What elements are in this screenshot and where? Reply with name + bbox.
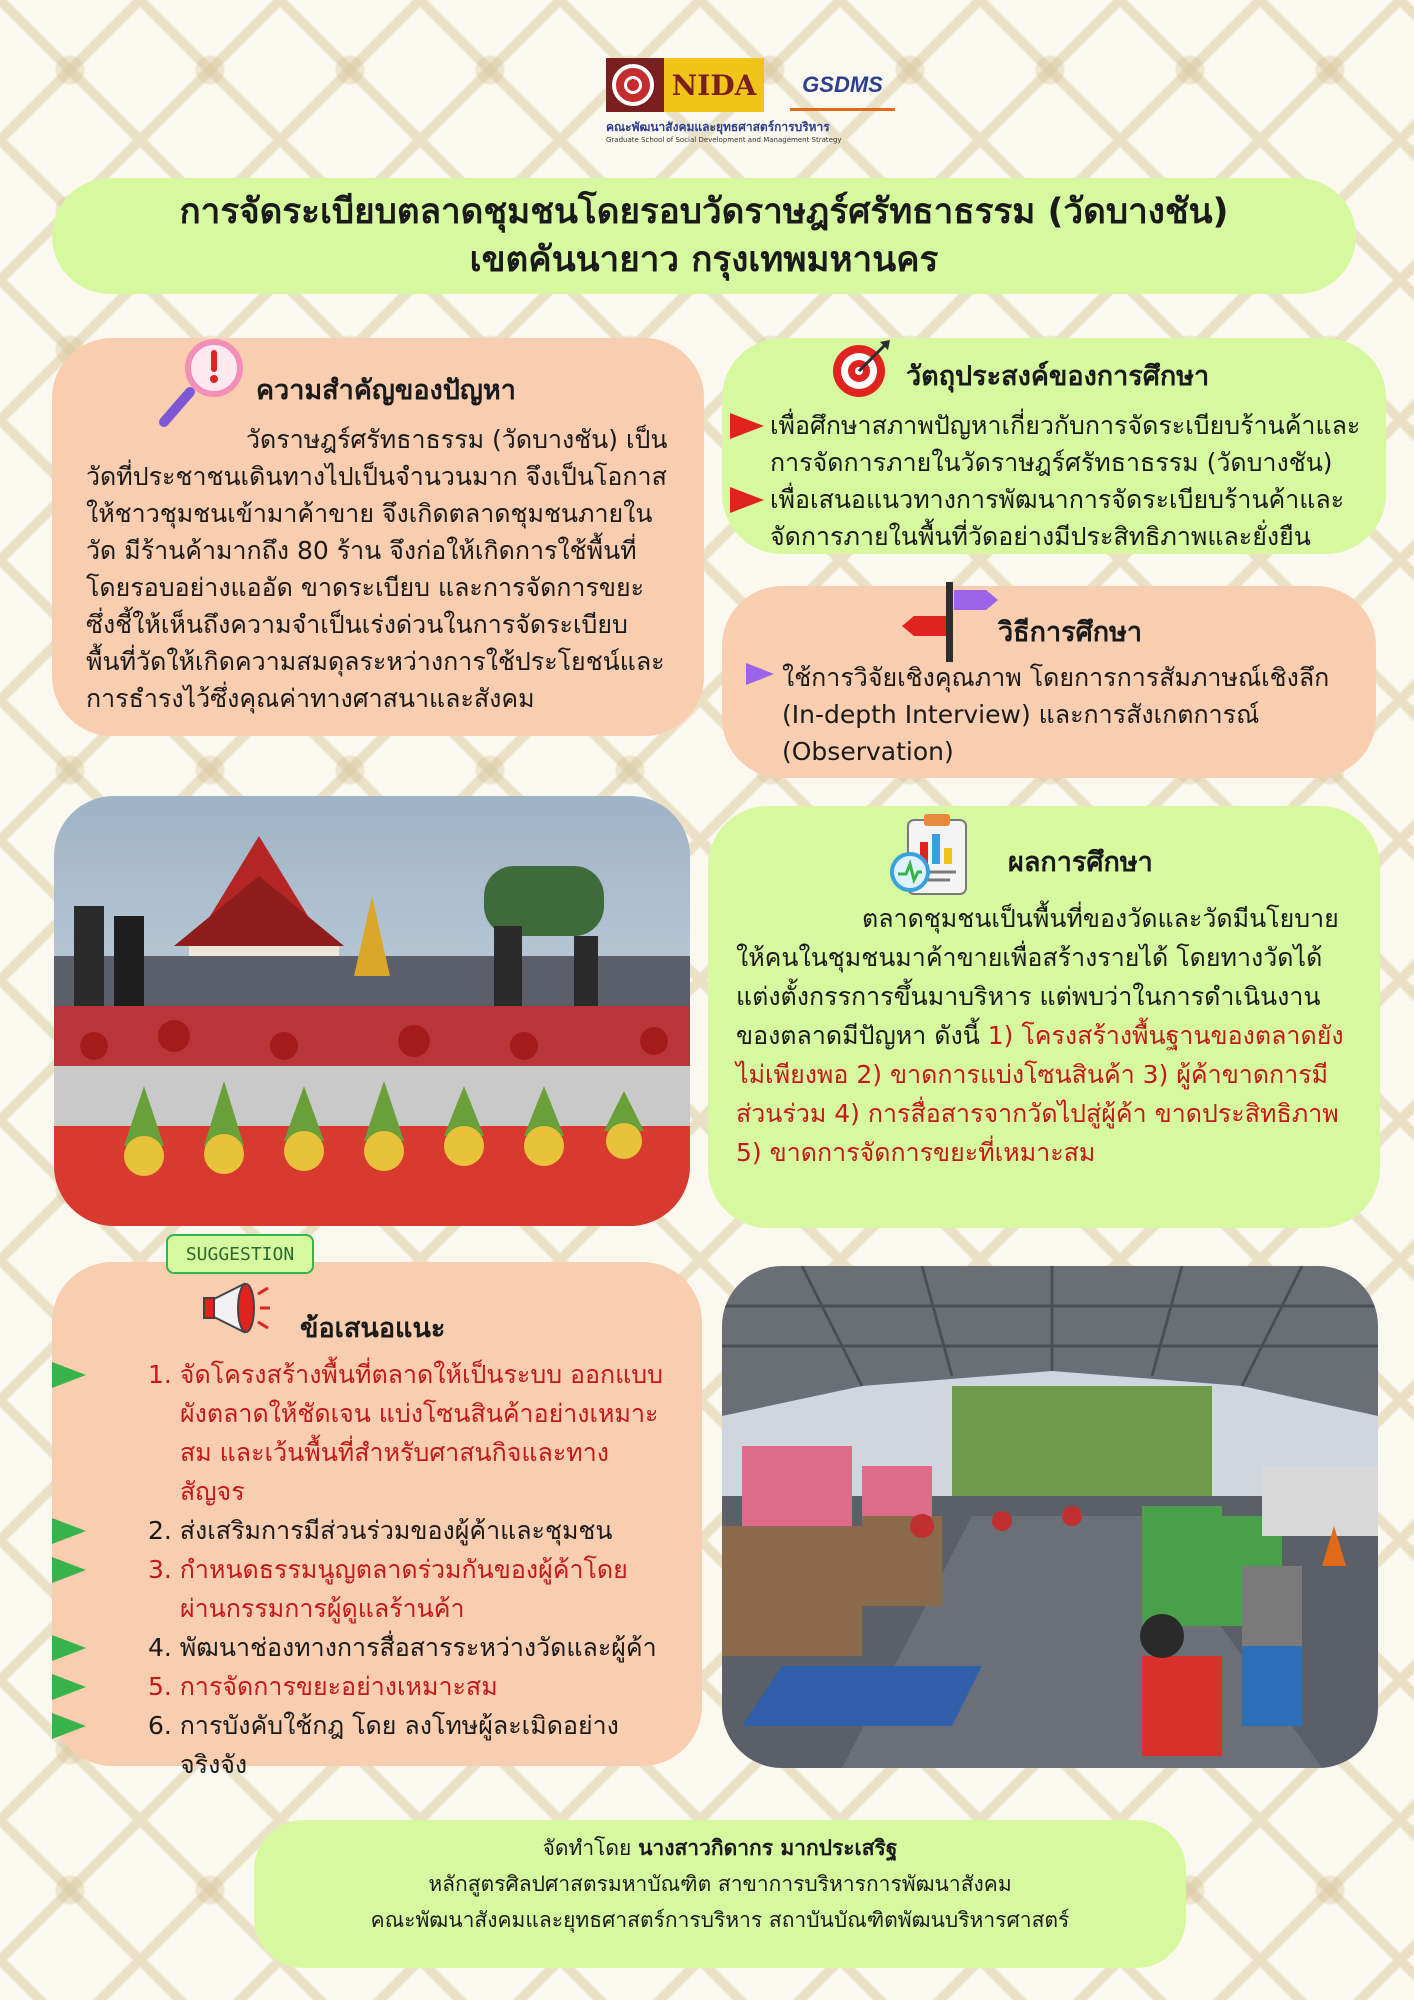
methods-body: ใช้การวิจัยเชิงคุณภาพ โดยการการสัมภาษณ์เชิงลึก (In-depth Interview) และการสังเกตการณ์ (Observation): [782, 663, 1330, 766]
suggestion-item: [52, 1550, 672, 1628]
title-banner: [52, 178, 1356, 294]
methods-section: [722, 586, 1376, 778]
footer-credits: [254, 1820, 1186, 1968]
suggestion-item: [52, 1511, 672, 1550]
importance-section: [52, 338, 704, 736]
results-intro: ตลาดชุมชนเป็นพื้นที่ของวัดและวัดมีนโยบายให้คนในชุมชนมาค้าขายเพื่อสร้างรายได้ โดยทางวัดได้แต่งตั้งกรรการขึ้นมาบริหาร แต่พบว่าในการดำเนินงานของตลาดมีปัญหา ดังนี้: [736, 904, 1339, 1050]
suggestion-text: 1. จัดโครงสร้างพื้นที่ตลาดให้เป็นระบบ ออกแบบผังตลาดให้ชัดเจน แบ่งโซนสินค้าอย่างเหมาะสม และเว้นพื้นที่สำหรับศาสนกิจและทางสัญจร: [148, 1360, 664, 1506]
suggestions-list: [52, 1355, 672, 1784]
suggestion-item: [52, 1667, 672, 1706]
gsdms-logo: GSDMS: [790, 62, 895, 111]
suggestion-text: 4. พัฒนาช่องทางการสื่อสารระหว่างวัดและผู้ค้า: [148, 1633, 657, 1662]
suggestion-item: [52, 1628, 672, 1667]
target-icon: [830, 338, 892, 400]
green-arrow-icon: [52, 1362, 86, 1388]
objective-item-text: เพื่อเสนอแนวทางการพัฒนาการจัดระเบียบร้านค้าและจัดการภายในพื้นที่วัดอย่างมีประสิทธิภาพและยั่งยืน: [770, 485, 1345, 551]
suggestion-tag: SUGGESTION: [166, 1234, 314, 1274]
suggestion-text: 5. การจัดการขยะอย่างเหมาะสม: [148, 1672, 498, 1701]
temple-offerings-photo: [54, 796, 690, 1226]
signpost-icon: [902, 582, 998, 662]
red-arrow-icon: [730, 487, 764, 513]
importance-heading: ความสำคัญของปัญหา: [256, 375, 516, 406]
faculty-name-th: คณะพัฒนาสังคมและยุทธศาสตร์การบริหาร: [606, 120, 830, 134]
objectives-list: [730, 407, 1372, 555]
methods-heading: วิธีการศึกษา: [998, 617, 1143, 648]
green-arrow-icon: [52, 1713, 86, 1739]
objective-item: [730, 407, 1372, 481]
importance-body: วัดราษฎร์ศรัทธาธรรม (วัดบางชัน) เป็นวัดที่ประชาชนเดินทางไปเป็นจำนวนมาก จึงเป็นโอกาสให้ชาวชุมชนเข้ามาค้าขาย จึงเกิดตลาดชุมชนภายในวัด มีร้านค้ามากถึง 80 ร้าน จึงก่อให้เกิดการใช้พื้นที่โดยรอบอย่างแออัด ขาดระเบียบ และการจัดการขยะ ซึ่งชี้ให้เห็นถึงความจำเป็นเร่งด่วนในการจัดระเบียบพื้นที่วัดให้เกิดความสมดุลระหว่างการใช้ประโยชน์และการธำรงไว้ซึ่งคุณค่าทางศาสนาและสังคม: [86, 425, 668, 713]
red-arrow-icon: [730, 413, 764, 439]
results-issues: 1) โครงสร้างพื้นฐานของตลาดยังไม่เพียงพอ 2) ขาดการแบ่งโซนสินค้า 3) ผู้ค้าขาดการมีส่วนร่วม 4) การสื่อสารจากวัดไปสู่ผู้ค้า ขาดประสิทธิภาพ 5) ขาดการจัดการขยะที่เหมาะสม: [736, 1021, 1344, 1167]
objective-item: [730, 481, 1372, 555]
suggestions-heading: ข้อเสนอแนะ: [300, 1313, 446, 1344]
objectives-heading: วัตถุประสงค์ของการศึกษา: [906, 361, 1210, 392]
author-name: นางสาวกิดากร มากประเสริฐ: [638, 1836, 898, 1860]
methods-item: [736, 659, 1356, 770]
purple-arrow-icon: [746, 663, 774, 685]
suggestions-section: [52, 1243, 702, 1779]
prepared-by-label: จัดทำโดย: [542, 1836, 632, 1860]
market-photo: [722, 1266, 1378, 1768]
faculty-name-en: Graduate School of Social Development and Management Strategy: [606, 136, 842, 144]
nida-logo: [606, 58, 764, 112]
magnifier-icon: [154, 332, 254, 432]
objective-item-text: เพื่อศึกษาสภาพปัญหาเกี่ยวกับการจัดระเบียบร้านค้าและการจัดการภายในวัดราษฎร์ศรัทธาธรรม (วัดบางชัน): [770, 411, 1361, 477]
page-title-line2: เขตคันนายาว กรุงเทพมหานคร: [469, 240, 939, 280]
suggestion-text: 2. ส่งเสริมการมีส่วนร่วมของผู้ค้าและชุมชน: [148, 1516, 613, 1545]
objectives-section: [722, 338, 1386, 554]
nida-wordmark: NIDA: [664, 58, 764, 112]
footer-author-line: [254, 1830, 1186, 1866]
suggestion-item: [52, 1706, 672, 1784]
header-logos: [600, 52, 900, 162]
green-arrow-icon: [52, 1674, 86, 1700]
megaphone-icon: [202, 1280, 272, 1336]
footer-program: หลักสูตรศิลปศาสตรมหาบัณฑิต สาขาการบริหารการพัฒนาสังคม: [428, 1872, 1012, 1896]
suggestion-text: 3. กำหนดธรรมนูญตลาดร่วมกันของผู้ค้าโดยผ่านกรรมการผู้ดูแลร้านค้า: [148, 1555, 628, 1623]
results-body: [736, 899, 1358, 1172]
results-section: [708, 806, 1380, 1228]
footer-institution: คณะพัฒนาสังคมและยุทธศาสตร์การบริหาร สถาบันบัณฑิตพัฒนบริหารศาสตร์: [370, 1908, 1070, 1932]
results-heading: ผลการศึกษา: [1008, 847, 1153, 878]
suggestion-item: [52, 1355, 672, 1511]
page-title-line1: การจัดระเบียบตลาดชุมชนโดยรอบวัดราษฎร์ศรัทธาธรรม (วัดบางชัน): [179, 192, 1229, 232]
nida-emblem-icon: [612, 64, 654, 106]
green-arrow-icon: [52, 1518, 86, 1544]
clipboard-chart-icon: [886, 814, 972, 900]
suggestion-text: 6. การบังคับใช้กฎ โดย ลงโทษผู้ละเมิดอย่างจริงจัง: [148, 1711, 619, 1779]
green-arrow-icon: [52, 1635, 86, 1661]
green-arrow-icon: [52, 1557, 86, 1583]
